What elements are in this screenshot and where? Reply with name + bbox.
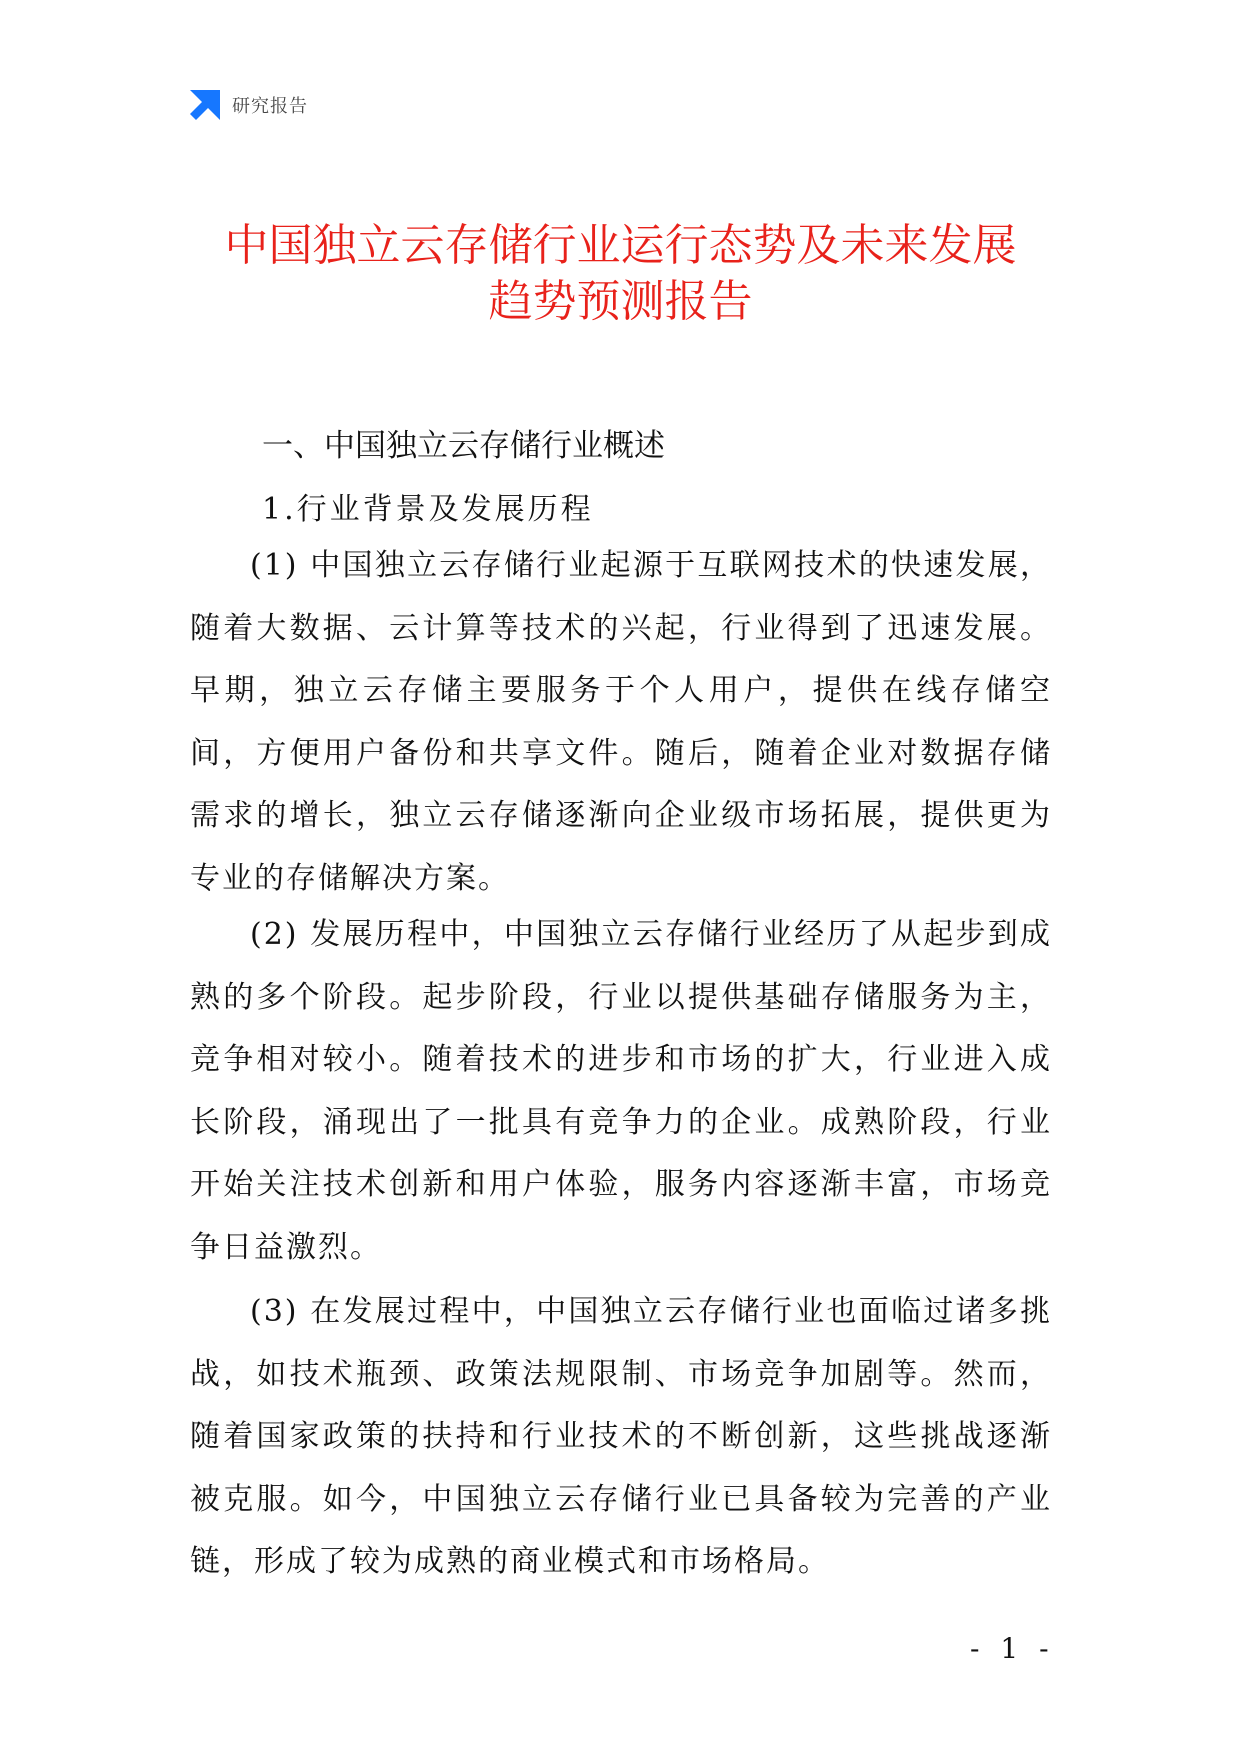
arrow-up-right-icon [188,88,222,122]
header-label: 研究报告 [232,96,308,117]
section-heading: 一、中国独立云存储行业概述 [262,428,665,464]
paragraph-3: (3) 在发展过程中，中国独立云存储行业也面临过诸多挑战，如技术瓶颈、政策法规限制、市场竞争加剧等。然而，随着国家政策的扶持和行业技术的不断创新，这些挑战逐渐被克服。如今，中国独立云存储行业已具备较为完善的产业链，形成了较为成熟的商业模式和市场格局。 [190,1294,1052,1579]
report-header [188,88,308,122]
title-line-2: 趋势预测报告 [488,276,753,327]
section-subheading: 1.行业背景及发展历程 [262,492,594,527]
title-line-1: 中国独立云存储行业运行态势及未来发展 [224,220,1017,271]
paragraph-1: (1) 中国独立云存储行业起源于互联网技术的快速发展，随着大数据、云计算等技术的兴起，行业得到了迅速发展。早期，独立云存储主要服务于个人用户，提供在线存储空间，方便用户备份和共享文件。随后，随着企业对数据存储需求的增长，独立云存储逐渐向企业级市场拓展，提供更为专业的存储解决方案。 [190,548,1052,896]
page-number: - 1 - [970,1632,1055,1665]
document-title [150,218,1091,330]
paragraph-2: (2) 发展历程中，中国独立云存储行业经历了从起步到成熟的多个阶段。起步阶段，行业以提供基础存储服务为主，竞争相对较小。随着技术的进步和市场的扩大，行业进入成长阶段，涌现出了一批具有竞争力的企业。成熟阶段，行业开始关注技术创新和用户体验，服务内容逐渐丰富，市场竞争日益激烈。 [190,917,1052,1265]
